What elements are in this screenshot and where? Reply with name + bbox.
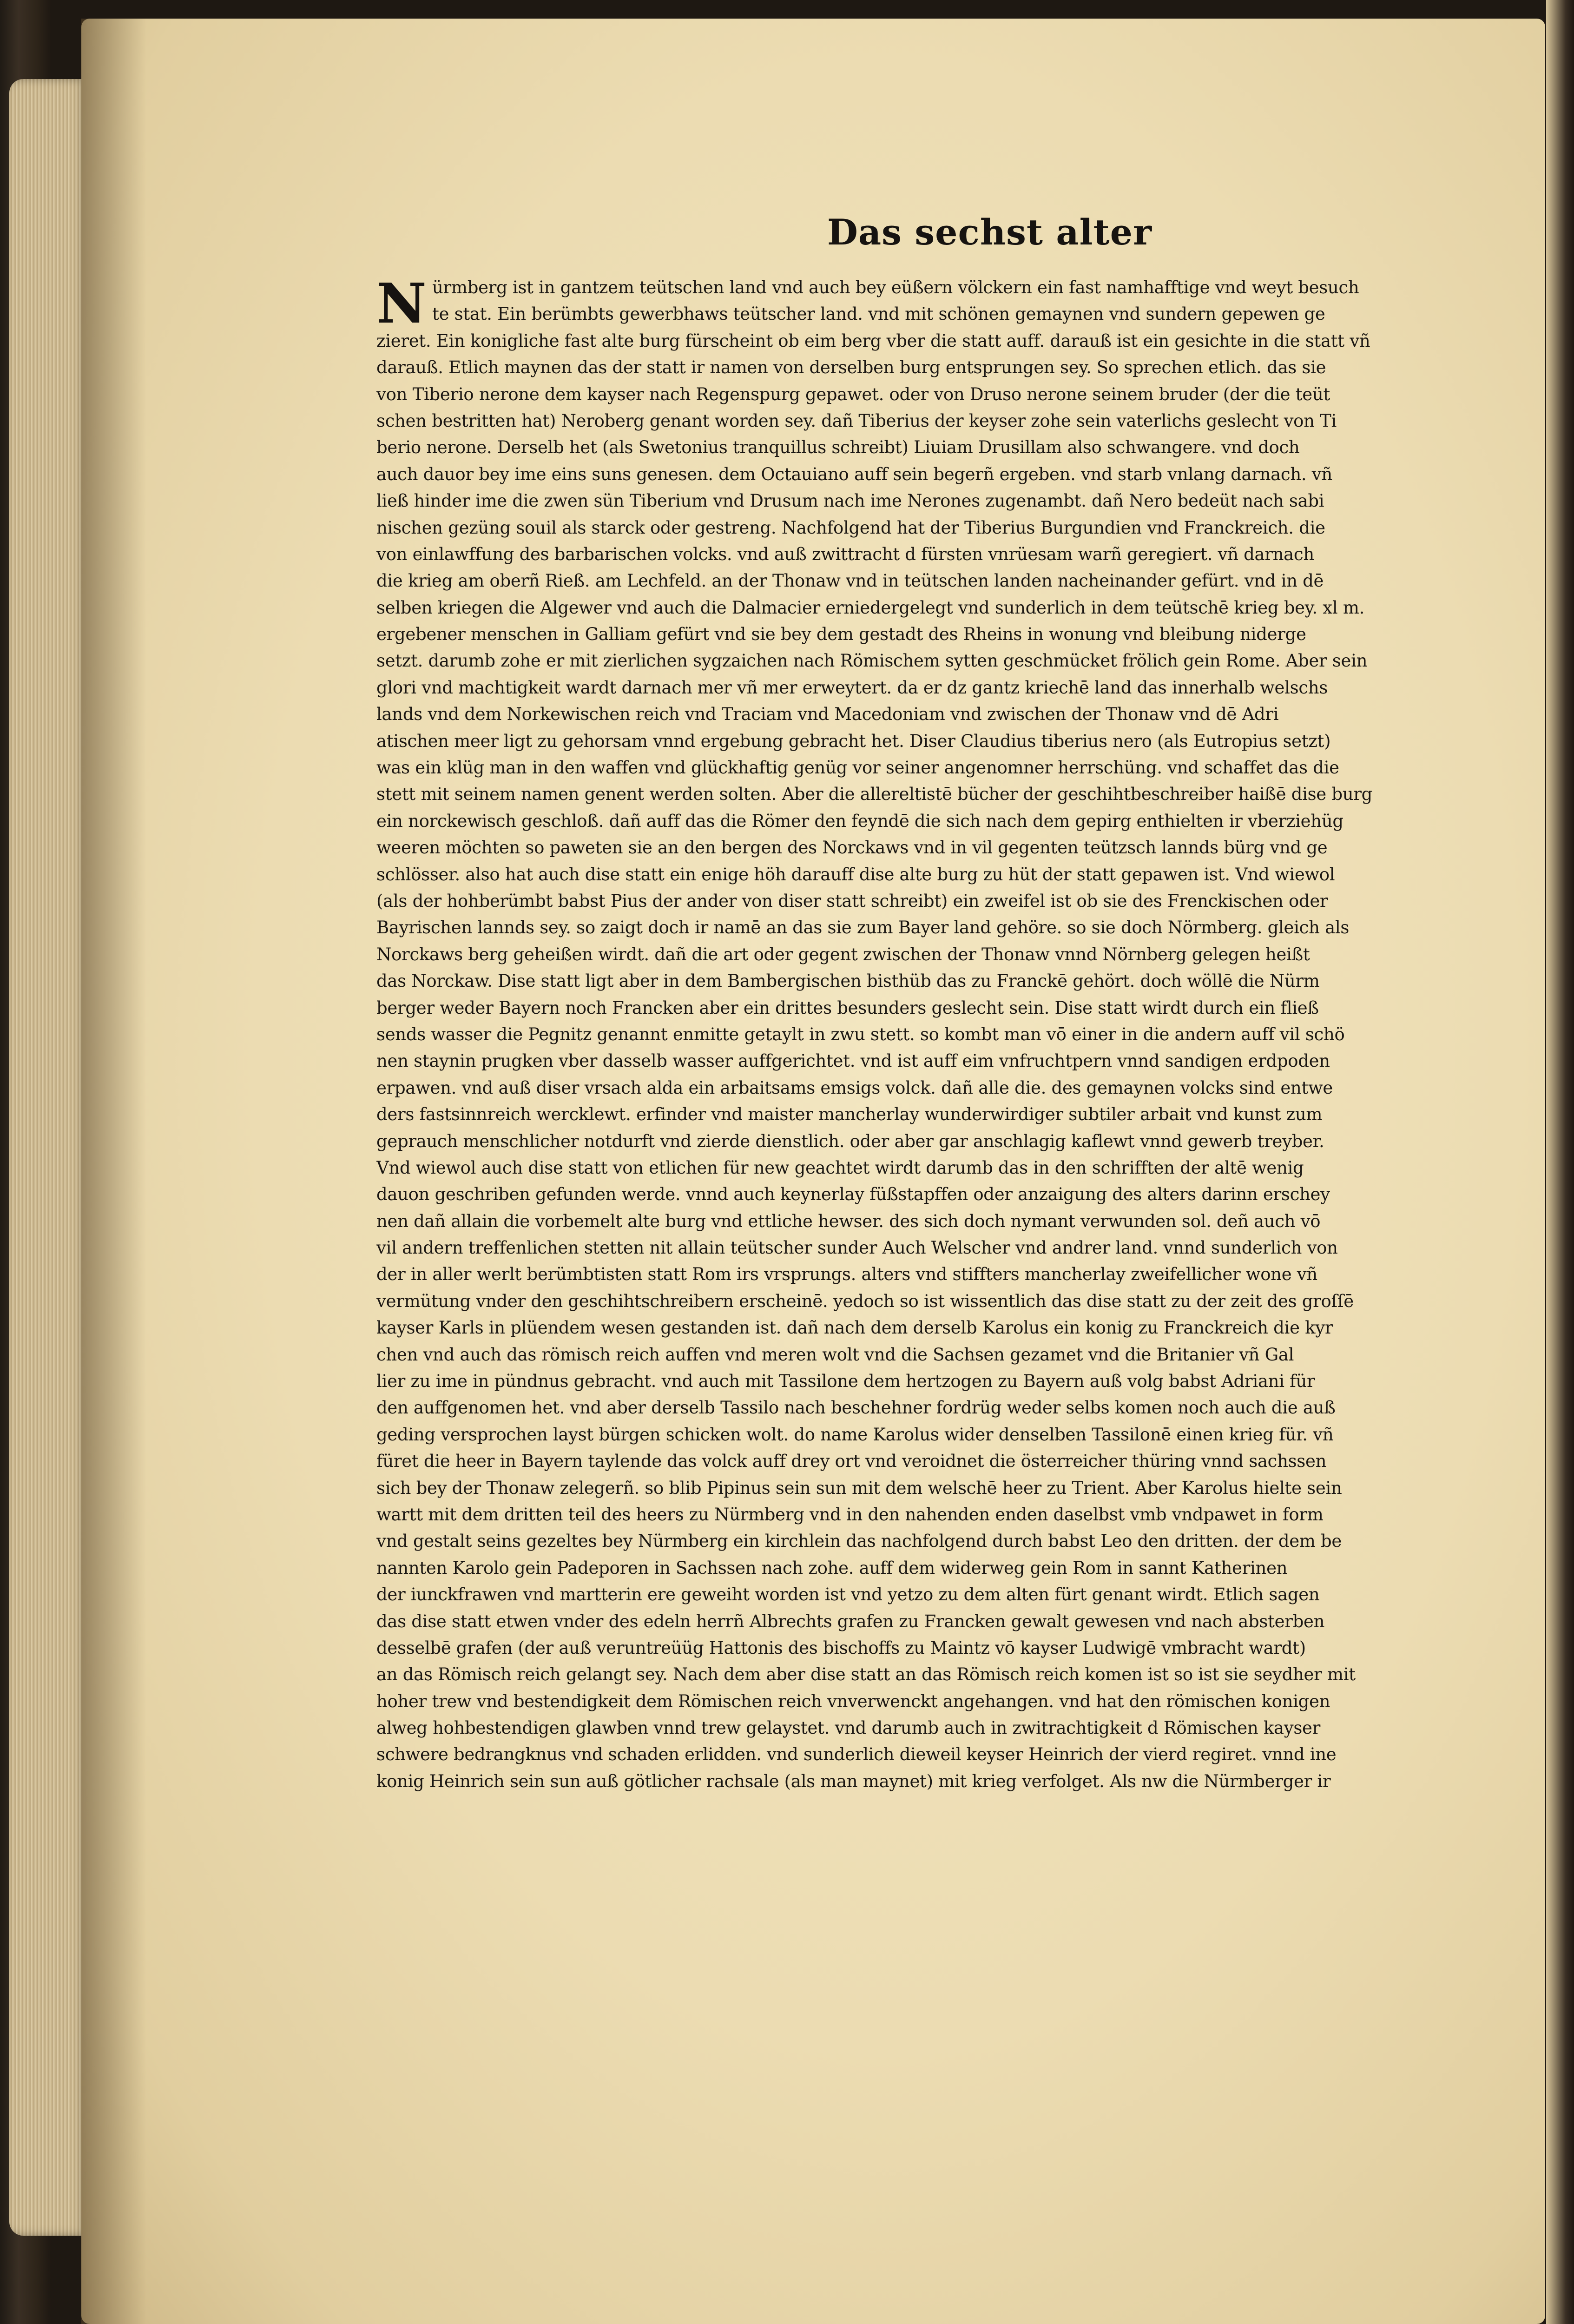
text-line: an das Römisch reich gelangt sey. Nach dem aber dise statt an das Römisch reich komen ist so ist sie seydher mit	[376, 1664, 1356, 1685]
text-line: selben kriegen die Algewer vnd auch die Dalmacier erniedergelegt vnd sunderlich in dem teütschē krieg bey. xl m.	[376, 597, 1365, 618]
text-line: nannten Karolo gein Padeporen in Sachssen nach zohe. auff dem widerweg gein Rom in sannt Katherinen	[376, 1558, 1288, 1578]
text-line: stett mit seinem namen genent werden solten. Aber die allereltistē bücher der geschihtbeschreiber haißē dise burg	[376, 784, 1373, 805]
text-line: (als der hohberümbt babst Pius der ander von diser statt schreibt) ein zweifel ist ob sie des Frenckischen oder	[376, 891, 1328, 911]
text-line: nischen gezüng souil als starck oder gestreng. Nachfolgend hat der Tiberius Burgundien vnd Franckreich. die	[376, 517, 1325, 538]
text-line: lier zu ime in pündnus gebracht. vnd auch mit Tassilone dem hertzogen zu Bayern auß volg babst Adriani für	[376, 1371, 1315, 1392]
page-gutter-shadow	[81, 19, 146, 2324]
text-line: sich bey der Thonaw zelegerñ. so blib Pipinus sein sun mit dem welschē heer zu Trient. Aber Karolus hielte sein	[376, 1478, 1342, 1498]
text-line: Vnd wiewol auch dise statt von etlichen für new geachtet wirdt darumb das in den schrifften der altē wenig	[376, 1157, 1304, 1178]
text-line: vil andern treffenlichen stetten nit allain teütscher sunder Auch Welscher vnd andrer land. vnnd sunderlich von	[376, 1238, 1338, 1258]
text-line: vermütung vnder den geschihtschreibern erscheinē. yedoch so ist wissentlich das dise statt zu der zeit des groſſē	[376, 1291, 1354, 1311]
text-line: te stat. Ein berümbts gewerbhaws teütscher land. vnd mit schönen gemaynen vnd sundern gepewen ge	[432, 304, 1325, 324]
text-line: chen vnd auch das römisch reich auffen vnd meren wolt vnd die Sachsen gezamet vnd die Britanier vñ Gal	[376, 1344, 1294, 1365]
text-line: sends wasser die Pegnitz genannt enmitte getaylt in zwu stett. so kombt man vō einer in die andern auff vil schö	[376, 1024, 1345, 1044]
text-line: von Tiberio nerone dem kayser nach Regenspurg gepawet. oder von Druso nerone seinem bruder (der die teüt	[376, 384, 1330, 404]
text-line: den auffgenomen het. vnd aber derselb Tassilo nach beschehner fordrüg weder selbs komen noch auch die auß	[376, 1398, 1336, 1418]
text-line: atischen meer ligt zu gehorsam vnnd ergebung gebracht het. Diser Claudius tiberius nero (als Eutropius setzt)	[376, 731, 1331, 751]
text-line: kayser Karls in plüendem wesen gestanden ist. dañ nach dem derselb Karolus ein konig zu Franckreich die kyr	[376, 1318, 1333, 1338]
text-line: was ein klüg man in den waffen vnd glückhaftig genüg vor seiner angenomner herrschüng. vnd schaffet das die	[376, 758, 1339, 778]
text-line: zieret. Ein konigliche fast alte burg fürscheint ob eim berg vber die statt auff. darauß ist ein gesichte in die statt vñ	[376, 330, 1370, 351]
text-line: geding versprochen layst bürgen schicken wolt. do name Karolus wider denselben Tassilonē einen krieg für. vñ	[376, 1424, 1334, 1445]
text-line: das dise statt etwen vnder des edeln herrñ Albrechts grafen zu Francken gewalt gewesen vnd nach absterben	[376, 1611, 1325, 1631]
book-page-edges	[9, 79, 88, 2236]
text-line: ließ hinder ime die zwen sün Tiberium vnd Drusum nach ime Nerones zugenambt. dañ Nero bedeüt nach sabi	[376, 491, 1324, 511]
text-line: alweg hohbestendigen glawben vnnd trew gelaystet. vnd darumb auch in zwitrachtigkeit d Römischen kayser	[376, 1718, 1321, 1738]
drop-initial: N	[376, 271, 427, 336]
text-line: das Norckaw. Dise statt ligt aber in dem Bambergischen bisthüb das zu Franckē gehört. doch wöllē die Nürm	[376, 971, 1320, 991]
text-line: weeren möchten so paweten sie an den bergen des Norckaws vnd in vil gegenten teützsch lannds bürg vnd ge	[376, 838, 1328, 858]
text-line: nen staynin prugken vber dasselb wasser auffgerichtet. vnd ist auff eim vnfruchtpern vnnd sandigen erdpoden	[376, 1051, 1330, 1071]
text-line: erpawen. vnd auß diser vrsach alda ein arbaitsams emsigs volck. dañ alle die. des gemaynen volcks sind entwe	[376, 1077, 1333, 1098]
text-line: vnd gestalt seins gezeltes bey Nürmberg ein kirchlein das nachfolgend durch babst Leo den dritten. der dem be	[376, 1531, 1342, 1552]
text-line: schen bestritten hat) Neroberg genant worden sey. dañ Tiberius der keyser zohe sein vaterlichs geslecht von Ti	[376, 410, 1337, 431]
text-line: füret die heer in Bayern taylende das volck auff drey ort vnd veroidnet die österreicher thüring vnnd sachssen	[376, 1451, 1327, 1472]
text-line: ein norckewisch geschloß. dañ auff das die Römer den feyndē die sich nach dem gepirg enthielten ir vberziehüg	[376, 811, 1343, 831]
text-line: die krieg am oberñ Rieß. am Lechfeld. an der Thonaw vnd in teütschen landen nacheinander gefürt. vnd in dē	[376, 571, 1324, 591]
text-line: hoher trew vnd bestendigkeit dem Römischen reich vnverwenckt angehangen. vnd hat den römischen konigen	[376, 1691, 1330, 1711]
text-line: auch dauor bey ime eins suns genesen. dem Octauiano auff sein begerñ ergeben. vnd starb vnlang darnach. vñ	[376, 464, 1332, 484]
body-text-block	[376, 271, 1464, 1795]
book-right-edge	[1546, 0, 1574, 2324]
text-line: schwere bedrangknus vnd schaden erlidden. vnd sunderlich dieweil keyser Heinrich der vierd regiret. vnnd ine	[376, 1744, 1337, 1765]
text-line: ergebener menschen in Galliam gefürt vnd sie bey dem gestadt des Rheins in wonung vnd bleibung niderge	[376, 624, 1306, 645]
text-line: der in aller werlt berümbtisten statt Rom irs vrsprungs. alters vnd stiffters mancherlay zweifellicher wone vñ	[376, 1264, 1317, 1285]
text-line: dauon geschriben gefunden werde. vnnd auch keynerlay füßstapffen oder anzaigung des alters darinn erschey	[376, 1184, 1330, 1205]
text-line: von einlawffung des barbarischen volcks. vnd auß zwittracht d fürsten vnrüesam warñ geregiert. vñ darnach	[376, 544, 1314, 564]
text-line: berger weder Bayern noch Francken aber ein drittes besunders geslecht sein. Dise statt wirdt durch ein fließ	[376, 997, 1319, 1018]
text-line: darauß. Etlich maynen das der statt ir namen von derselben burg entsprungen sey. So sprechen etlich. das sie	[376, 357, 1326, 378]
text-line: setzt. darumb zohe er mit zierlichen sygzaichen nach Römischem sytten geschmücket frölich gein Rome. Aber sein	[376, 651, 1368, 671]
text-line: desselbē grafen (der auß veruntreüüg Hattonis des bischoffs zu Maintz vō kayser Ludwigē vmbracht wardt)	[376, 1637, 1306, 1658]
text-line: der iunckfrawen vnd martterin ere geweiht worden ist vnd yetzo zu dem alten fürt genant wirdt. Etlich sagen	[376, 1585, 1320, 1605]
page-heading: Das sechst alter	[827, 211, 1153, 253]
text-line: nen dañ allain die vorbemelt alte burg vnd ettliche hewser. des sich doch nymant verwunden sol. deñ auch vō	[376, 1211, 1321, 1231]
text-line: ders fastsinnreich wercklewt. erfinder vnd maister mancherlay wunderwirdiger subtiler arbait vnd kunst zum	[376, 1104, 1323, 1125]
text-line: ürmberg ist in gantzem teütschen land vnd auch bey eüßern völckern ein fast namhafftige vnd weyt besuch	[432, 277, 1359, 297]
text-line: geprauch menschlicher notdurft vnd zierde dienstlich. oder aber gar anschlagig kaflewt vnnd gewerb treyber.	[376, 1131, 1324, 1151]
text-line: schlösser. also hat auch dise statt ein enige höh darauff dise alte burg zu hüt der statt gepawen ist. Vnd wiewol	[376, 864, 1335, 885]
text-line: lands vnd dem Norkewischen reich vnd Traciam vnd Macedoniam vnd zwischen der Thonaw vnd dē Adri	[376, 704, 1279, 725]
text-line: Norckaws berg geheißen wirdt. dañ die art oder gegent zwischen der Thonaw vnnd Nörnberg gelegen heißt	[376, 944, 1310, 964]
text-line: berio nerone. Derselb het (als Swetonius tranquillus schreibt) Liuiam Drusillam also schwangere. vnd doch	[376, 437, 1300, 458]
text-line: konig Heinrich sein sun auß götlicher rachsale (als man maynet) mit krieg verfolget. Als nw die Nürmberger ir	[376, 1771, 1331, 1791]
text-line: Bayrischen lannds sey. so zaigt doch ir namē an das sie zum Bayer land gehöre. so sie doch Nörmberg. gleich als	[376, 918, 1350, 938]
text-line: glori vnd machtigkeit wardt darnach mer vñ mer erweytert. da er dz gantz kriechē land das innerhalb welschs	[376, 677, 1328, 698]
text-line: wartt mit dem dritten teil des heers zu Nürmberg vnd in den nahenden enden daselbst vmb vndpawet in form	[376, 1504, 1324, 1525]
